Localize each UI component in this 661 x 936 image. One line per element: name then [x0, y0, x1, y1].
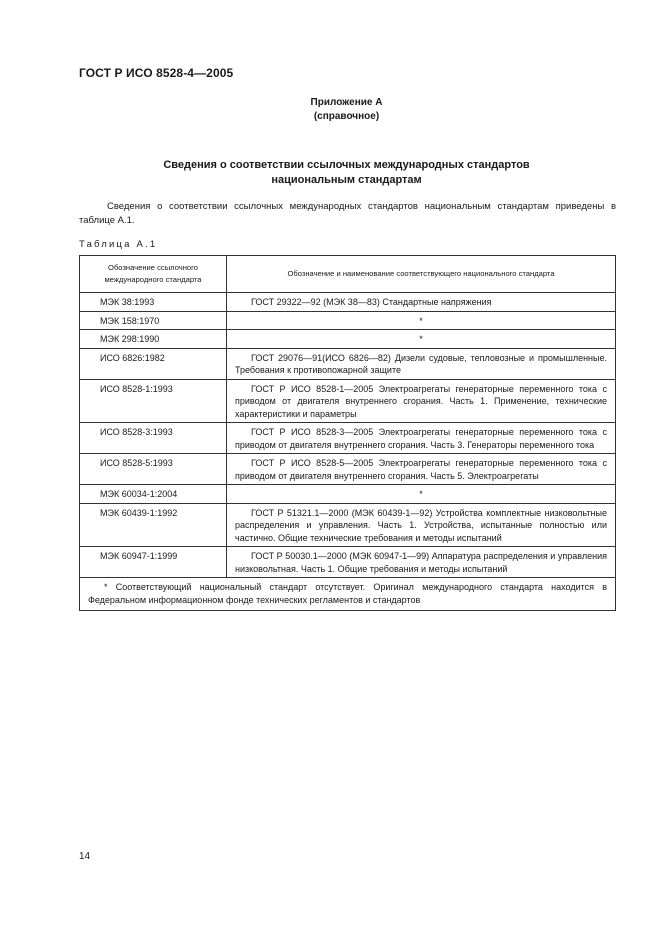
- intro-paragraph: Сведения о соответствии ссылочных международных стандартов национальным стандартам приведены в таблице А.1.: [79, 201, 616, 226]
- national-standard-cell: [227, 547, 616, 578]
- national-standard-cell: [227, 293, 616, 312]
- standards-correspondence-table: [79, 255, 616, 611]
- table-row: [80, 330, 616, 349]
- appendix-heading: [0, 96, 661, 124]
- reference-standard-cell: МЭК 60947-1:1999: [80, 547, 227, 578]
- header-national-standard: Обозначение и наименование соответствующего национального стандарта: [227, 256, 616, 293]
- national-standard-text: ГОСТ Р 50030.1—2000 (МЭК 60947-1—99) Аппаратура распределения и управления низковольтная. Часть 1. Общие требования и методы испытаний: [235, 551, 607, 574]
- table-header-row: [80, 256, 616, 293]
- table-row: [80, 379, 616, 423]
- table-row: [80, 311, 616, 330]
- reference-standard-cell: ИСО 8528-5:1993: [80, 454, 227, 485]
- reference-standard-cell: МЭК 60439-1:1992: [80, 503, 227, 547]
- section-title-line-2: национальным стандартам: [271, 174, 422, 186]
- reference-standard-cell: ИСО 8528-3:1993: [80, 423, 227, 454]
- page-number: 14: [79, 851, 91, 862]
- document-code-header: ГОСТ Р ИСО 8528-4—2005: [79, 66, 234, 80]
- national-standard-cell: [227, 503, 616, 547]
- national-standard-text: ГОСТ Р ИСО 8528-3—2005 Электроагрегаты генераторные переменного тока с приводом от двигателя внутреннего сгорания. Часть 3. Генераторы переменного тока: [235, 427, 607, 450]
- appendix-subtitle: (справочное): [313, 111, 380, 122]
- table-row: [80, 348, 616, 379]
- national-standard-cell: *: [227, 311, 616, 330]
- national-standard-cell: *: [227, 330, 616, 349]
- appendix-title: Приложение А: [310, 97, 383, 108]
- table-row: [80, 293, 616, 312]
- national-standard-cell: [227, 423, 616, 454]
- section-title-line-1: Сведения о соответствии ссылочных международных стандартов: [163, 159, 530, 171]
- national-standard-text: ГОСТ Р 51321.1—2000 (МЭК 60439-1—92) Устройства комплектные низковольтные распределения и управления. Часть 1. Устройства, испытанные полностью или частично. Общие технические требования и методы испытаний: [235, 507, 607, 543]
- table-footnote: * Соответствующий национальный стандарт отсутствует. Оригинал международного стандарта находится в Федеральном информационном фонде технических регламентов и стандартов: [88, 582, 607, 605]
- national-standard-text: ГОСТ 29322—92 (МЭК 38—83) Стандартные напряжения: [251, 297, 492, 307]
- national-standard-text: ГОСТ Р ИСО 8528-1—2005 Электроагрегаты генераторные переменного тока с приводом от двигателя внутреннего сгорания. Часть 1. Применение, технические характеристики и параметры: [235, 383, 607, 419]
- table-row: [80, 485, 616, 504]
- table-caption: Таблица А.1: [79, 239, 158, 250]
- national-standard-cell: *: [227, 485, 616, 504]
- table-row: [80, 423, 616, 454]
- reference-standard-cell: ИСО 8528-1:1993: [80, 379, 227, 423]
- section-title: [0, 158, 661, 188]
- table-row: [80, 454, 616, 485]
- reference-standard-cell: МЭК 38:1993: [80, 293, 227, 312]
- table-footnote-cell: [80, 578, 616, 611]
- national-standard-text: ГОСТ 29076—91(ИСО 6826—82) Дизели судовые, тепловозные и промышленные. Требования к противопожарной защите: [235, 352, 607, 375]
- reference-standard-cell: МЭК 158:1970: [80, 311, 227, 330]
- national-standard-cell: [227, 454, 616, 485]
- table-row: [80, 503, 616, 547]
- reference-standard-cell: МЭК 60034-1:2004: [80, 485, 227, 504]
- national-standard-cell: [227, 379, 616, 423]
- reference-standard-cell: МЭК 298:1990: [80, 330, 227, 349]
- header-reference-standard: Обозначение ссылочного международного стандарта: [80, 256, 227, 293]
- national-standard-cell: [227, 348, 616, 379]
- reference-standard-cell: ИСО 6826:1982: [80, 348, 227, 379]
- table-row: [80, 547, 616, 578]
- table-footnote-row: [80, 578, 616, 611]
- national-standard-text: ГОСТ Р ИСО 8528-5—2005 Электроагрегаты генераторные переменного тока с приводом от двигателя внутреннего сгорания. Часть 5. Электроагрегаты: [235, 458, 607, 481]
